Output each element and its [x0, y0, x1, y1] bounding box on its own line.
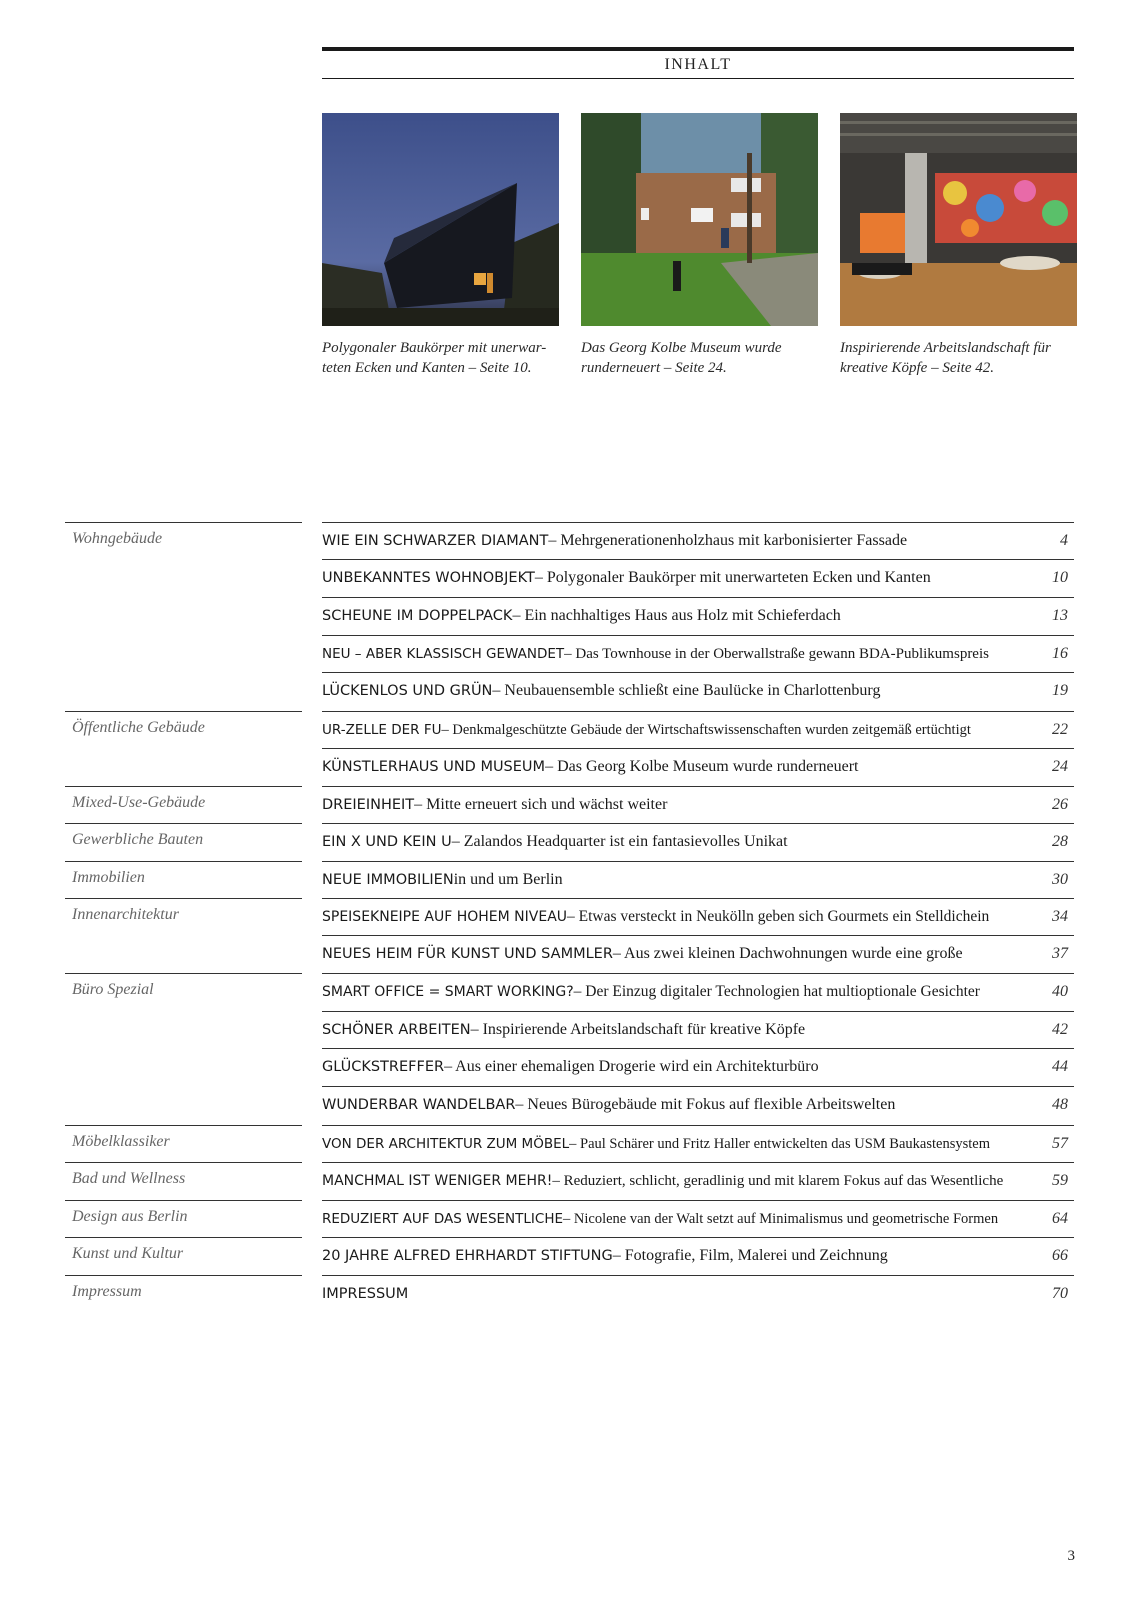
category-innenarchitektur: Innenarchitektur: [65, 898, 302, 924]
entry-page: 19: [1052, 682, 1068, 699]
entry-page: 59: [1052, 1172, 1068, 1189]
toc-header: [322, 47, 1074, 79]
entry-description: – Etwas versteckt in Neukölln geben sich Gourmets ein Stelldichein: [567, 908, 990, 925]
entry-description: – Fotografie, Film, Malerei und Zeichnung: [612, 1247, 888, 1264]
category-impressum: Impressum: [65, 1275, 302, 1301]
entry-title: NEUES HEIM FÜR KUNST UND SAMMLER: [322, 946, 613, 962]
category-design-aus-berlin: Design aus Berlin: [65, 1200, 302, 1226]
colorful-office-interior-photo: [840, 113, 1077, 326]
toc-entry[interactable]: [322, 1237, 1074, 1274]
page-title: INHALT: [664, 55, 732, 73]
category-kunst-und-kultur: Kunst und Kultur: [65, 1237, 302, 1263]
entry-description: – Neubauensemble schließt eine Baulücke in Charlottenburg: [492, 682, 881, 699]
entry-page: 40: [1052, 983, 1068, 1000]
toc-entry[interactable]: [322, 672, 1074, 709]
entry-page: 16: [1052, 645, 1068, 662]
entry-description: – Das Townhouse in der Oberwallstraße gewann BDA-Publikumspreis: [564, 645, 989, 662]
entry-page: 28: [1052, 833, 1068, 850]
entry-title: WUNDERBAR WANDELBAR: [322, 1097, 516, 1113]
caption-line: Inspirierende Arbeitslandschaft für: [840, 340, 1051, 356]
caption-line: Das Georg Kolbe Museum wurde: [581, 340, 782, 356]
entry-description: – Neues Bürogebäude mit Fokus auf flexible Arbeitswelten: [515, 1096, 896, 1113]
toc-entry[interactable]: [322, 559, 1074, 596]
toc-entry[interactable]: [322, 1275, 1074, 1312]
caption-office: [840, 338, 1080, 378]
entry-page: 30: [1052, 871, 1068, 888]
entry-title: SMART OFFICE = SMART WORKING?: [322, 984, 574, 1000]
entry-title: NEU – ABER KLASSISCH GEWANDET: [322, 646, 565, 662]
entry-page: 44: [1052, 1058, 1068, 1075]
entry-page: 26: [1052, 796, 1068, 813]
entry-description: – Zalandos Headquarter ist ein fantasievolles Unikat: [451, 833, 788, 850]
entry-title: NEUE IMMOBILIEN: [322, 872, 454, 888]
toc-entry[interactable]: [322, 522, 1074, 559]
category-bad-und-wellness: Bad und Wellness: [65, 1162, 302, 1188]
entry-page: 24: [1052, 758, 1068, 775]
entry-title: UR-ZELLE DER FU: [322, 722, 442, 738]
toc-entry[interactable]: [322, 597, 1074, 634]
category-gewerbliche-bauten: Gewerbliche Bauten: [65, 823, 302, 849]
toc-entry[interactable]: [322, 786, 1074, 823]
entry-title: SCHÖNER ARBEITEN: [322, 1022, 471, 1038]
entry-description: – Aus einer ehemaligen Drogerie wird ein Architekturbüro: [444, 1058, 819, 1075]
caption-line: kreative Köpfe – Seite 42.: [840, 360, 994, 376]
entry-page: 57: [1052, 1135, 1068, 1152]
toc-entry[interactable]: [322, 1048, 1074, 1085]
entry-title: KÜNSTLERHAUS UND MUSEUM: [322, 759, 546, 775]
caption-line: runderneuert – Seite 24.: [581, 360, 727, 376]
entry-title: MANCHMAL IST WENIGER MEHR!: [322, 1173, 553, 1189]
entry-title: UNBEKANNTES WOHNOBJEKT: [322, 570, 535, 586]
toc-entry[interactable]: [322, 711, 1074, 748]
category-moebelklassiker: Möbelklassiker: [65, 1125, 302, 1151]
entry-page: 66: [1052, 1247, 1068, 1264]
entry-page: 64: [1052, 1210, 1068, 1227]
entry-description: – Mehrgenerationenholzhaus mit karbonisierter Fassade: [548, 532, 908, 549]
entry-description: in und um Berlin: [453, 871, 563, 888]
entry-title: REDUZIERT AUF DAS WESENTLICHE: [322, 1211, 564, 1227]
entry-description: – Nicolene van der Walt setzt auf Minimalismus und geometrische Formen: [563, 1210, 999, 1227]
entry-description: – Mitte erneuert sich und wächst weiter: [414, 796, 668, 813]
entry-title: LÜCKENLOS UND GRÜN: [322, 683, 493, 699]
entry-page: 48: [1052, 1096, 1068, 1113]
toc-entry[interactable]: [322, 1125, 1074, 1162]
entry-description: – Denkmalgeschützte Gebäude der Wirtschaftswissenschaften wurden zeitgemäß ertüchtigt: [441, 721, 971, 738]
entry-description: – Reduziert, schlicht, geradlinig und mit klarem Fokus auf das Wesentliche: [552, 1172, 1004, 1189]
entry-description: – Paul Schärer und Fritz Haller entwickelten das USM Baukastensystem: [569, 1135, 990, 1152]
category-mixed-use: Mixed-Use-Gebäude: [65, 786, 302, 812]
entry-page: 10: [1052, 569, 1068, 586]
toc-entry[interactable]: [322, 1086, 1074, 1123]
black-polygonal-house-photo: [322, 113, 559, 326]
toc-entry[interactable]: [322, 635, 1074, 672]
caption-house: [322, 338, 562, 378]
category-oeffentliche-gebaeude: Öffentliche Gebäude: [65, 711, 302, 737]
entry-description: – Der Einzug digitaler Technologien hat multioptionale Gesichter: [573, 983, 980, 1000]
toc-entry[interactable]: [322, 861, 1074, 898]
entry-description: – Polygonaler Baukörper mit unerwarteten Ecken und Kanten: [534, 569, 931, 586]
entry-title: VON DER ARCHITEKTUR ZUM MÖBEL: [322, 1136, 570, 1152]
toc-entry[interactable]: [322, 1011, 1074, 1048]
entry-page: 42: [1052, 1021, 1068, 1038]
toc-entry[interactable]: [322, 748, 1074, 785]
entry-description: – Inspirierende Arbeitslandschaft für kreative Köpfe: [470, 1021, 806, 1038]
category-buero-spezial: Büro Spezial: [65, 973, 302, 999]
entry-page: 13: [1052, 607, 1068, 624]
entry-description: – Aus zwei kleinen Dachwohnungen wurde eine große: [612, 945, 963, 962]
category-wohngebaeude: Wohngebäude: [65, 522, 302, 548]
georg-kolbe-museum-photo: [581, 113, 818, 326]
toc-entry[interactable]: [322, 935, 1074, 972]
entry-description: – Ein nachhaltiges Haus aus Holz mit Schieferdach: [512, 607, 841, 624]
caption-line: Polygonaler Baukörper mit unerwar-: [322, 340, 547, 356]
entry-title: IMPRESSUM: [322, 1286, 409, 1302]
entry-title: SPEISEKNEIPE AUF HOHEM NIVEAU: [322, 909, 568, 925]
entry-page: 22: [1052, 721, 1068, 738]
toc-entry[interactable]: [322, 1162, 1074, 1199]
entry-page: 37: [1052, 945, 1068, 962]
caption-museum: [581, 338, 821, 378]
entry-title: SCHEUNE IM DOPPELPACK: [322, 608, 513, 624]
toc-entry[interactable]: [322, 823, 1074, 860]
entry-title: WIE EIN SCHWARZER DIAMANT: [322, 533, 549, 549]
entry-page: 70: [1052, 1285, 1068, 1302]
toc-entry[interactable]: [322, 1200, 1074, 1237]
entry-page: 34: [1052, 908, 1068, 925]
toc-entry[interactable]: [322, 898, 1074, 935]
toc-entry[interactable]: [322, 973, 1074, 1010]
entry-page: 4: [1060, 532, 1068, 549]
entry-title: DREIEINHEIT: [322, 797, 415, 813]
page-number: 3: [1067, 1548, 1075, 1564]
caption-line: teten Ecken und Kanten – Seite 10.: [322, 360, 532, 376]
entry-title: GLÜCKSTREFFER: [322, 1059, 445, 1075]
category-immobilien: Immobilien: [65, 861, 302, 887]
entry-title: EIN X UND KEIN U: [322, 834, 452, 850]
entry-title: 20 JAHRE ALFRED EHRHARDT STIFTUNG: [322, 1248, 613, 1264]
entry-description: – Das Georg Kolbe Museum wurde runderneuert: [545, 758, 859, 775]
